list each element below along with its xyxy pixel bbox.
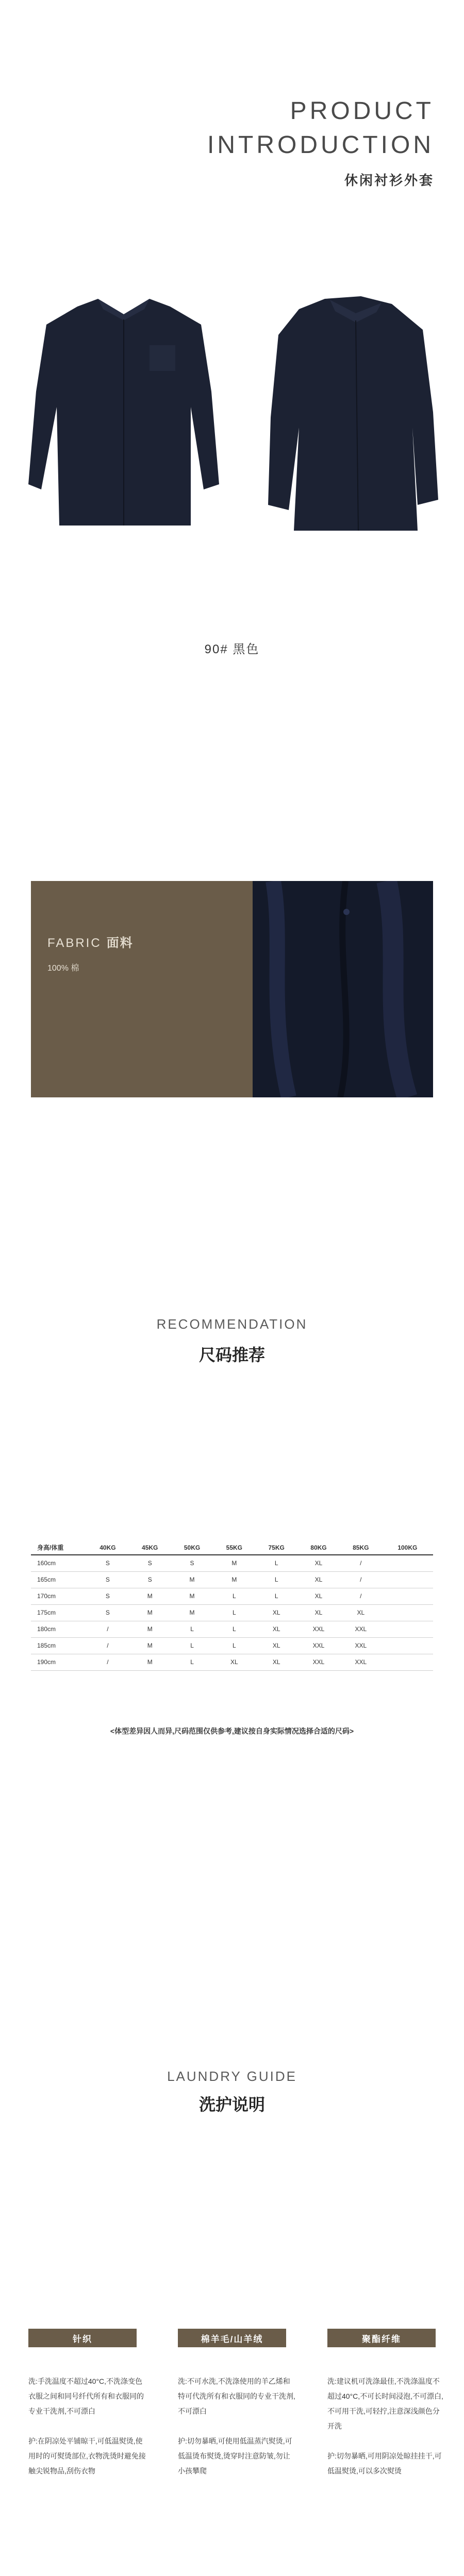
table-row — [31, 1621, 433, 1637]
table-cell: / — [340, 1555, 382, 1571]
table-cell: L — [171, 1621, 213, 1637]
table-cell: M — [129, 1654, 171, 1670]
table-cell: XXL — [297, 1621, 340, 1637]
table-cell: 165cm — [31, 1571, 87, 1588]
table-row — [31, 1654, 433, 1670]
table-cell: L — [171, 1654, 213, 1670]
table-cell — [382, 1604, 433, 1621]
care-tag-knit: 针织 — [28, 2329, 137, 2347]
product-subtitle: 休闲衬衫外套 — [344, 173, 434, 188]
table-cell: L — [255, 1571, 297, 1588]
table-cell: S — [87, 1588, 129, 1604]
product-title-line1: PRODUCT — [290, 97, 434, 125]
table-cell: XXL — [340, 1621, 382, 1637]
table-cell: XXL — [297, 1637, 340, 1654]
care-text-polyester: 洗:建议机可洗涤最佳,不洗涤温度不超过40°C,不可长时间浸泡,不可漂白,不可用干洗,可轻拧,注意深浅颜色分开洗 护:切勿暴晒,可用阴凉处晾挂挂干,可低温熨烫,可以多次熨烫 — [327, 2377, 443, 2475]
size-section-title-cn: 尺码推荐 — [198, 1346, 265, 1364]
table-cell: L — [213, 1604, 255, 1621]
table-cell: XL — [297, 1571, 340, 1588]
table-row — [31, 1588, 433, 1604]
fabric-title-cn: 面料 — [106, 936, 134, 950]
table-cell: XL — [255, 1604, 297, 1621]
size-section-title-en: RECOMMENDATION — [156, 1316, 308, 1332]
size-note: <体型差异因人而异,尺码范围仅供参考,建议按自身实际情况选择合适的尺码> — [110, 1727, 354, 1735]
size-table-col-header: 85KG — [340, 1540, 382, 1555]
table-cell — [382, 1588, 433, 1604]
product-image-side — [247, 289, 454, 536]
shirt-front-illustration — [21, 289, 227, 536]
care-tag-polyester: 聚酯纤维 — [327, 2329, 436, 2347]
table-cell: M — [129, 1621, 171, 1637]
laundry-title-cn: 洗护说明 — [198, 2095, 265, 2114]
table-cell: 175cm — [31, 1604, 87, 1621]
table-cell: L — [255, 1588, 297, 1604]
table-cell: XL — [255, 1637, 297, 1654]
shirt-side-illustration — [247, 289, 454, 536]
table-cell: M — [129, 1588, 171, 1604]
table-cell: L — [171, 1637, 213, 1654]
size-table-header — [31, 1540, 433, 1555]
size-table-col-header: 45KG — [129, 1540, 171, 1555]
fabric-closeup-illustration — [253, 881, 433, 1097]
care-text-wool: 洗:不可水洗,不洗涤使用的羊乙烯和特可代洗所有和衣服同的专业干洗剂,不可漂白 护:切勿暴晒,可使用低温蒸汽熨烫,可低温烫布熨烫,烫穿时注意防皱,勿让小孩攀爬 — [178, 2377, 295, 2475]
size-table-col-header: 55KG — [213, 1540, 255, 1555]
table-cell: XXL — [340, 1654, 382, 1670]
table-cell: S — [129, 1555, 171, 1571]
table-cell: S — [87, 1571, 129, 1588]
table-cell — [382, 1621, 433, 1637]
table-cell: M — [171, 1604, 213, 1621]
table-cell: M — [129, 1604, 171, 1621]
table-cell: L — [213, 1588, 255, 1604]
table-cell: XL — [213, 1654, 255, 1670]
fabric-title — [47, 933, 134, 951]
table-cell — [382, 1555, 433, 1571]
table-cell — [382, 1637, 433, 1654]
table-cell — [382, 1654, 433, 1670]
table-cell: L — [255, 1555, 297, 1571]
table-cell: L — [213, 1637, 255, 1654]
fabric-closeup-image — [253, 881, 433, 1097]
size-table — [31, 1540, 433, 1671]
size-table-col-header: 身高/体重 — [31, 1540, 87, 1555]
table-row — [31, 1571, 433, 1588]
table-row — [31, 1637, 433, 1654]
table-cell: S — [129, 1571, 171, 1588]
table-cell: / — [87, 1654, 129, 1670]
table-cell: M — [129, 1637, 171, 1654]
size-table-col-header: 100KG — [382, 1540, 433, 1555]
table-cell: M — [213, 1571, 255, 1588]
table-cell: XL — [340, 1604, 382, 1621]
table-cell: 160cm — [31, 1555, 87, 1571]
size-table-col-header: 75KG — [255, 1540, 297, 1555]
care-tag-wool: 棉羊毛/山羊绒 — [178, 2329, 286, 2347]
product-image-front — [21, 289, 227, 536]
table-cell: XXL — [340, 1637, 382, 1654]
table-cell: XL — [297, 1588, 340, 1604]
table-cell: XL — [297, 1604, 340, 1621]
table-cell: / — [87, 1621, 129, 1637]
table-cell: / — [340, 1571, 382, 1588]
table-cell: S — [171, 1555, 213, 1571]
table-cell — [382, 1571, 433, 1588]
size-table-col-header: 80KG — [297, 1540, 340, 1555]
color-label: 90# 黑色 — [204, 642, 260, 656]
table-cell: XL — [297, 1555, 340, 1571]
table-cell: M — [171, 1588, 213, 1604]
laundry-title-en: LAUNDRY GUIDE — [167, 2069, 297, 2084]
size-table-col-header: 40KG — [87, 1540, 129, 1555]
table-row — [31, 1555, 433, 1571]
size-table-col-header: 50KG — [171, 1540, 213, 1555]
product-title-line2: INTRODUCTION — [207, 131, 434, 159]
table-row — [31, 1604, 433, 1621]
table-cell: XL — [255, 1621, 297, 1637]
fabric-title-en: FABRIC — [47, 936, 102, 950]
table-cell: 180cm — [31, 1621, 87, 1637]
care-text-knit: 洗:手洗温度不超过40°C,不洗涤变色衣服之间和同号纤代所有和衣服同的专业干洗剂,不可漂白 护:在阴凉处平铺晾干,可低温熨烫,使用时的可熨烫部位,衣物洗烫时避免接触尖锐物品,刮伤衣物 — [28, 2377, 146, 2475]
table-cell: XXL — [297, 1654, 340, 1670]
table-cell: M — [213, 1555, 255, 1571]
fabric-content: 100% 棉 — [47, 964, 79, 973]
table-cell: XL — [255, 1654, 297, 1670]
table-cell: M — [171, 1571, 213, 1588]
table-cell: 190cm — [31, 1654, 87, 1670]
table-cell: 170cm — [31, 1588, 87, 1604]
table-cell: / — [340, 1588, 382, 1604]
table-cell: S — [87, 1555, 129, 1571]
table-cell: / — [87, 1637, 129, 1654]
fabric-panel — [31, 881, 253, 1097]
table-cell: 185cm — [31, 1637, 87, 1654]
table-cell: L — [213, 1621, 255, 1637]
table-cell: S — [87, 1604, 129, 1621]
